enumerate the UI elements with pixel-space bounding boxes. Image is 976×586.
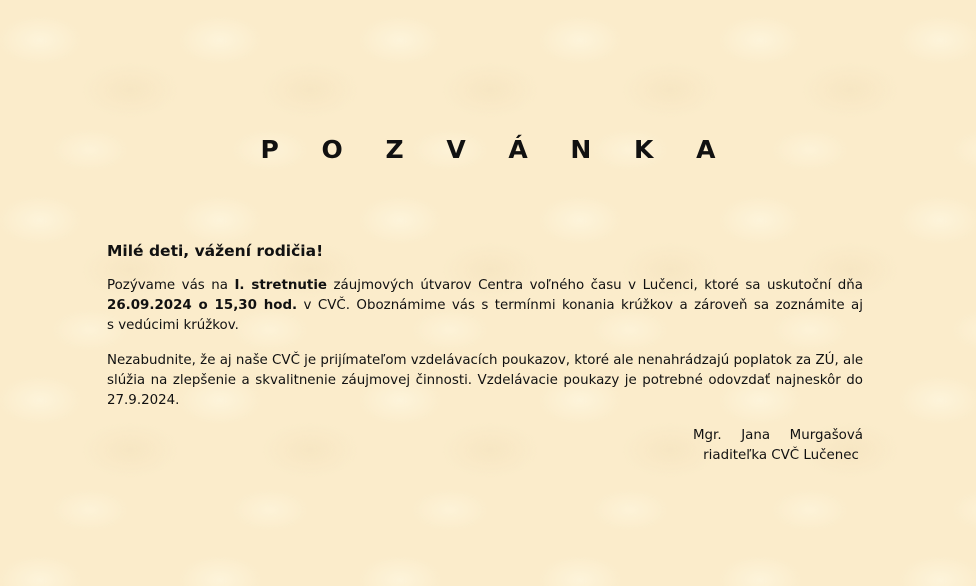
text-run: Pozývame vás na bbox=[107, 278, 235, 293]
paragraph-line bbox=[107, 276, 863, 296]
voucher-paragraph bbox=[107, 351, 863, 411]
paragraph-line bbox=[107, 296, 863, 316]
paragraph-line: s vedúcimi krúžkov. bbox=[107, 318, 239, 333]
meeting-name: I. stretnutie bbox=[234, 278, 328, 293]
greeting: Milé deti, vážení rodičia! bbox=[107, 242, 324, 260]
paragraph-line: slúžia na zlepšenie a skvalitnenie záujmovej činnosti. Vzdelávacie poukazy je potrebné odovzdať najneskôr do bbox=[107, 373, 863, 388]
invitation-paragraph bbox=[107, 276, 863, 336]
text-run: záujmových útvarov Centra voľného času v Lučenci, ktoré sa uskutoční dňa bbox=[327, 278, 863, 293]
signatory-role: riaditeľka CVČ Lučenec bbox=[703, 448, 859, 463]
paragraph-line: 27.9.2024. bbox=[107, 393, 180, 408]
page-title: P O Z V Á N K A bbox=[260, 135, 733, 164]
paragraph-line: Nezabudnite, že aj naše CVČ je prijímateľom vzdelávacích poukazov, ktoré ale nenahrádzajú poplatok za ZÚ, ale bbox=[107, 353, 864, 368]
signatory-name: Mgr. Jana Murgašová bbox=[693, 428, 863, 443]
text-run: v CVČ. Oboznámime vás s termínmi konania krúžkov a zároveň sa zoznámite aj bbox=[297, 298, 863, 313]
signature-block bbox=[693, 426, 863, 466]
meeting-date: 26.09.2024 o 15,30 hod. bbox=[107, 298, 298, 313]
